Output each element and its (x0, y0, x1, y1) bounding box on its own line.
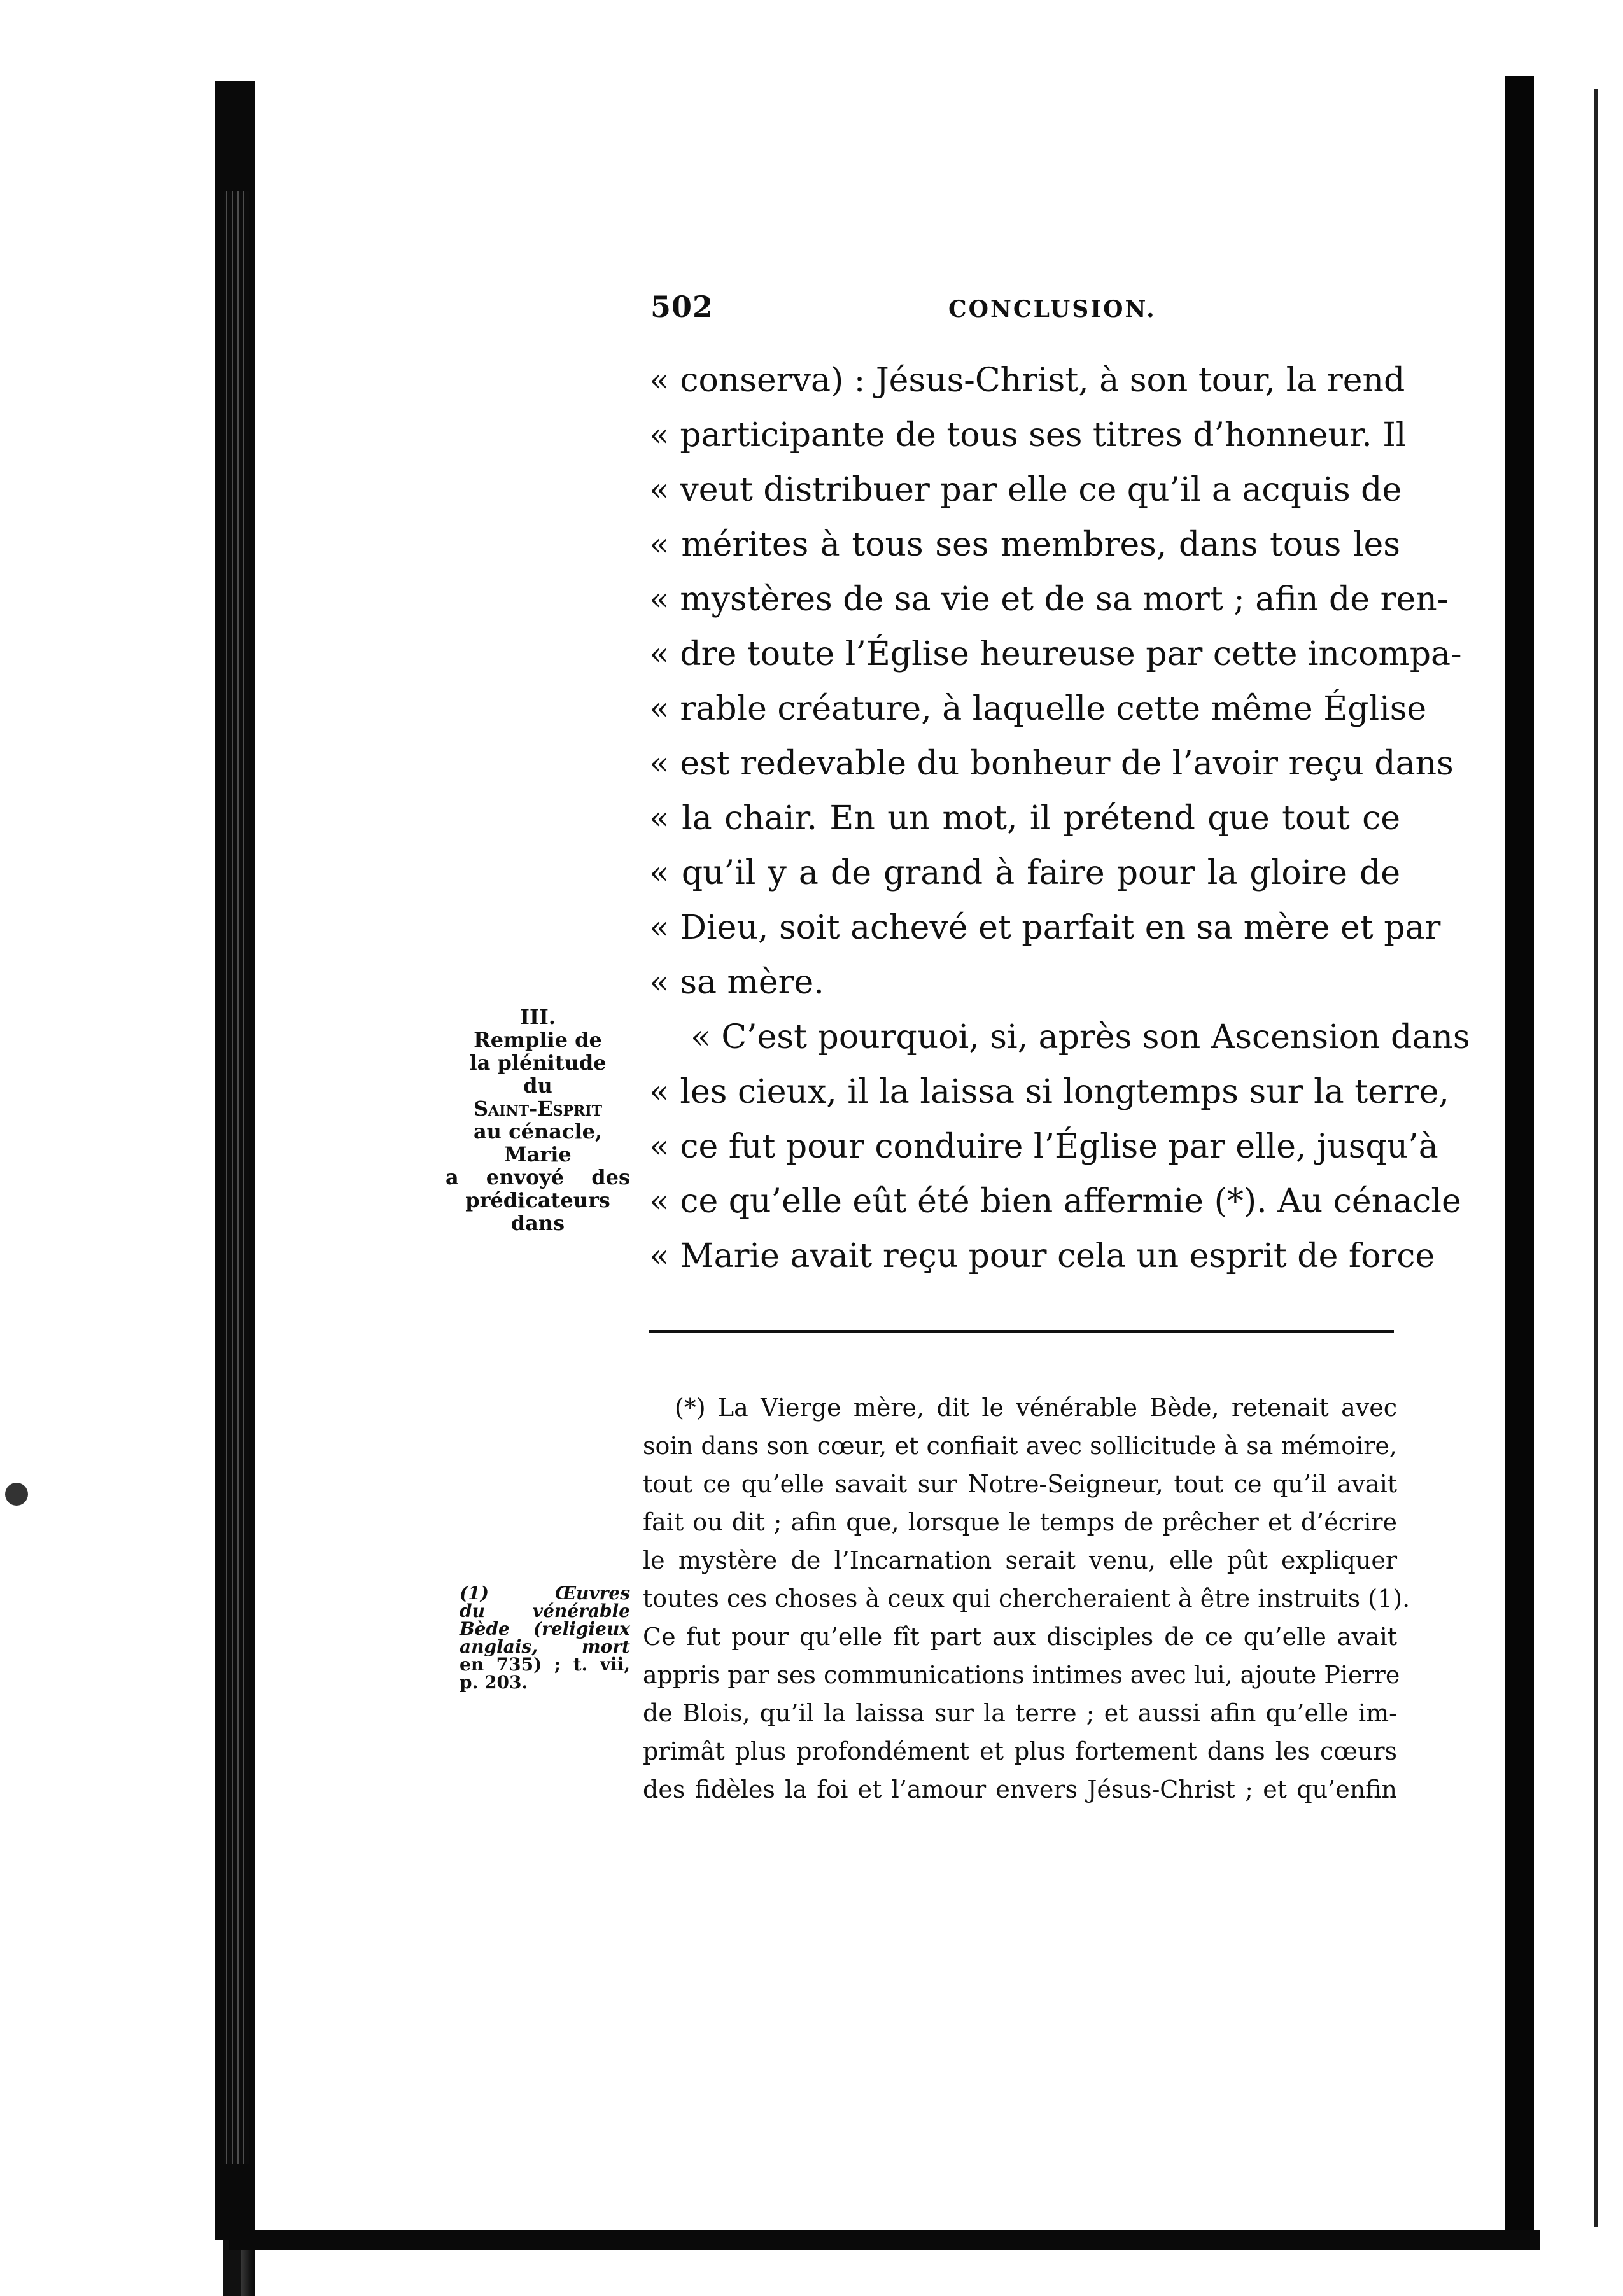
footnote-line: fait ou dit ; afin que, lorsque le temps de prêcher et d’écrire (643, 1508, 1397, 1536)
running-title: CONCLUSION. (948, 296, 1156, 323)
footnote (643, 1389, 1410, 1809)
footnote-line: (*) La Vierge mère, dit le vénérable Bède, retenait avec (675, 1394, 1397, 1422)
side-note-line: anglais, mort (460, 1636, 630, 1657)
text-line: « C’est pourquoi, si, après son Ascension dans (691, 1018, 1470, 1056)
scan-speck (5, 1483, 28, 1506)
side-note-line: p. 203. (460, 1672, 528, 1693)
footnote-line: le mystère de l’Incarnation serait venu, elle pût expliquer (643, 1546, 1397, 1574)
margin-note-line: dans (510, 1211, 565, 1235)
text-line: « participante de tous ses titres d’honneur. Il (649, 416, 1407, 454)
text-line: « la chair. En un mot, il prétend que tout ce (649, 799, 1400, 837)
margin-note-line: Saint-Esprit (474, 1096, 602, 1121)
left-page-edges (224, 191, 249, 2164)
text-line: « mérites à tous ses membres, dans tous les (649, 526, 1400, 564)
side-note-line: en 735) ; t. vii, (460, 1654, 630, 1675)
text-line: « Dieu, soit achevé et parfait en sa mère et par (649, 909, 1441, 947)
page-number: 502 (650, 290, 714, 324)
footnote-line: appris par ses communications intimes avec lui, ajoute Pierre (643, 1661, 1400, 1689)
text-line: « mystères de sa vie et de sa mort ; afin de ren- (649, 580, 1449, 619)
side-note-line: Bède (religieux (460, 1618, 630, 1639)
margin-note-line: prédicateurs (465, 1188, 610, 1212)
footnote-line: Ce fut pour qu’elle fît part aux disciples de ce qu’elle avait (643, 1623, 1397, 1651)
text-line: « Marie avait reçu pour cela un esprit de force (649, 1237, 1435, 1275)
right-gutter-shadow (1505, 76, 1534, 2246)
footnote-line: toutes ces choses à ceux qui chercheraient à être instruits (1). (643, 1585, 1410, 1613)
next-page-border (1594, 89, 1598, 2227)
margin-note-line: Marie (504, 1142, 572, 1166)
footnote-rule (649, 1330, 1394, 1333)
side-note-line: (1) Œuvres (460, 1583, 630, 1604)
margin-note-line: III. (519, 1005, 556, 1029)
text-line: « dre toute l’Église heureuse par cette incompa- (649, 635, 1462, 673)
margin-note-line: Remplie de (474, 1028, 602, 1052)
side-reference-note (460, 1585, 630, 1691)
next-page-edge (1534, 89, 1623, 2253)
footnote-line: des fidèles la foi et l’amour envers Jésus-Christ ; et qu’enfin (643, 1775, 1397, 1803)
main-text (649, 353, 1470, 1284)
footnote-line: soin dans son cœur, et confiait avec sollicitude à sa mémoire, (643, 1432, 1397, 1460)
text-line: « qu’il y a de grand à faire pour la gloire de (649, 854, 1400, 892)
footnote-line: primât plus profondément et plus fortement dans les cœurs (643, 1737, 1397, 1765)
top-margin (0, 0, 1623, 81)
text-line: « ce fut pour conduire l’Église par elle, jusqu’à (649, 1128, 1438, 1166)
text-line: « sa mère. (649, 963, 824, 1002)
side-note-line: du vénérable (460, 1600, 630, 1621)
margin-note-line: a envoyé des (446, 1165, 630, 1189)
text-line: « rable créature, à laquelle cette même Église (649, 690, 1427, 728)
footnote-line: tout ce qu’elle savait sur Notre-Seigneur, tout ce qu’il avait (643, 1470, 1397, 1498)
margin-note-line: la plénitude (469, 1051, 607, 1075)
text-line: « veut distribuer par elle ce qu’il a acquis de (649, 471, 1402, 509)
text-line: « est redevable du bonheur de l’avoir reçu dans (649, 745, 1454, 783)
text-line: « conserva) : Jésus-Christ, à son tour, la rend (649, 361, 1405, 400)
text-line: « les cieux, il la laissa si longtemps sur la terre, (649, 1073, 1449, 1111)
margin-note-line: du (523, 1074, 552, 1098)
margin-note-line: au cénacle, (473, 1119, 603, 1144)
text-line: « ce qu’elle eût été bien affermie (*). Au cénacle (649, 1182, 1461, 1221)
bottom-shadow (229, 2230, 1540, 2250)
margin-note (446, 1005, 630, 1235)
footnote-line: de Blois, qu’il la laissa sur la terre ; et aussi afin qu’elle im- (643, 1699, 1397, 1727)
